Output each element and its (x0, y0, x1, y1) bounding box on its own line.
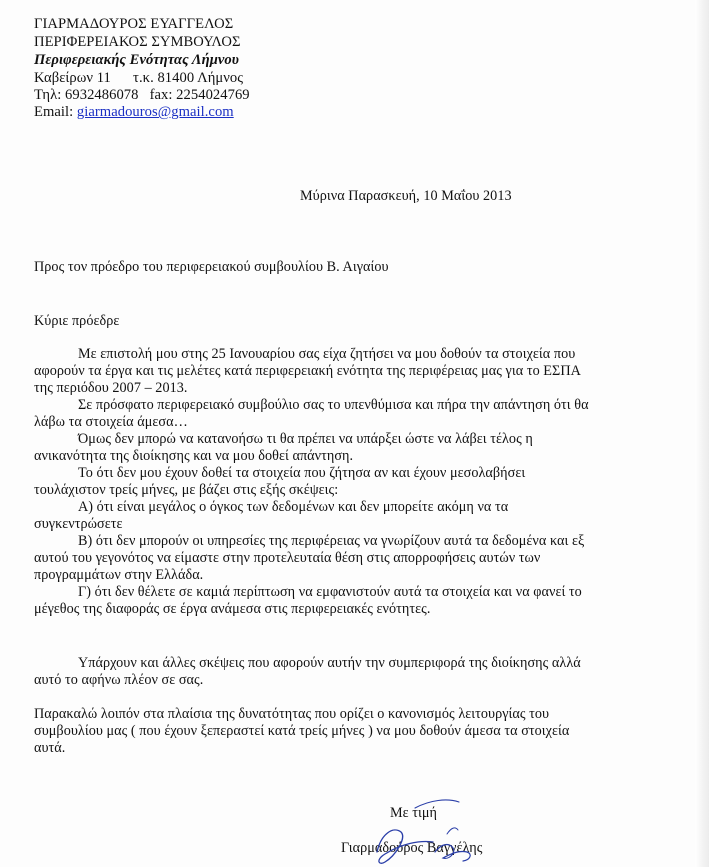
sender-phone: Τηλ: 6932486078 fax: 2254024769 (34, 87, 250, 103)
body-line: μέγεθος της διαφοράς σε έργα ανάμεσα στις περιφερειακές ενότητες. (34, 601, 431, 617)
request-line: αυτά. (34, 740, 66, 756)
body-line: ανικανότητα της διοίκησης και να μου δοθεί απάντηση. (34, 448, 354, 464)
request-line: συμβουλίου μας ( που έχουν ξεπεραστεί κατά τρείς μήνες ) να μου δοθούν άμεσα τα στοιχεία (34, 723, 570, 739)
body-line: Β) ότι δεν μπορούν οι υπηρεσίες της περιφέρειας να γνωρίζουν αυτά τα δεδομένα και εξ (78, 533, 585, 549)
sender-email-line (34, 103, 234, 121)
sender-address: Καβείρων 11 τ.κ. 81400 Λήμνος (34, 70, 244, 86)
salutation: Κύριε πρόεδρε (34, 313, 120, 329)
page-edge-shadow (695, 0, 709, 867)
body-line: Γ) ότι δεν θέλετε σε καμιά περίπτωση να εμφανιστούν αυτά τα στοιχεία και να φανεί το (78, 584, 582, 600)
body-line: Το ότι δεν μου έχουν δοθεί τα στοιχεία που ζήτησα αν και έχουν μεσολαβήσει (78, 465, 526, 481)
body-line: τουλάχιστον τρείς μήνες, με βάζει στις εξής σκέψεις: (34, 482, 339, 498)
signature-closing: Με τιμή (390, 805, 438, 821)
sender-name: ΓΙΑΡΜΑΔΟΥΡΟΣ ΕΥΑΓΓΕΛΟΣ (34, 16, 234, 32)
sender-role: ΠΕΡΙΦΕΡΕΙΑΚΟΣ ΣΥΜΒΟΥΛΟΣ (34, 34, 241, 50)
handwritten-signature (355, 790, 505, 867)
body-line: λάβω τα στοιχεία άμεσα… (34, 414, 188, 430)
sender-unit: Περιφερειακής Ενότητας Λήμνου (34, 52, 239, 68)
email-link[interactable]: giarmadouros@gmail.com (76, 104, 234, 120)
body-line: Με επιστολή μου στης 25 Ιανουαρίου σας είχα ζητήσει να μου δοθούν τα στοιχεία που (78, 346, 576, 362)
body-line: αυτού του γεγονότος να είμαστε στην προτελευταία θέση στις απορροφήσεις αυτών των (34, 550, 541, 566)
email-label: Email: (34, 104, 77, 120)
body-line: Σε πρόσφατο περιφερειακό συμβούλιο σας το υπενθύμισα και πήρα την απάντηση ότι θα (78, 397, 589, 413)
closing-line: Υπάρχουν και άλλες σκέψεις που αφορούν αυτήν την συμπεριφορά της διοίκησης αλλά (78, 655, 581, 671)
body-line: Α) ότι είναι μεγάλος ο όγκος των δεδομένων και δεν μπορείτε ακόμη να τα (78, 499, 509, 515)
body-line: της περιόδου 2007 – 2013. (34, 380, 188, 396)
body-line: αφορούν τα έργα και τις μελέτες κατά περιφερειακή ενότητα της περιφέρειας μας για το ΕΣΠΑ (34, 363, 581, 379)
signature-name: Γιαρμαδούρος Βαγγέλης (341, 840, 483, 856)
date-line: Μύρινα Παρασκευή, 10 Μαΐου 2013 (300, 188, 512, 204)
body-line: συγκεντρώσετε (34, 516, 123, 532)
request-line: Παρακαλώ λοιπόν στα πλαίσια της δυνατότητας που ορίζει ο κανονισμός λειτουργίας του (34, 706, 550, 722)
recipient-line: Προς τον πρόεδρο του περιφερειακού συμβουλίου Β. Αιγαίου (34, 259, 389, 275)
closing-line: αυτό το αφήνω πλέον σε σας. (34, 672, 204, 688)
body-line: προγραμμάτων στην Ελλάδα. (34, 567, 204, 583)
body-line: Όμως δεν μπορώ να κατανοήσω τι θα πρέπει να υπάρξει ώστε να λάβει τέλος η (78, 431, 533, 447)
